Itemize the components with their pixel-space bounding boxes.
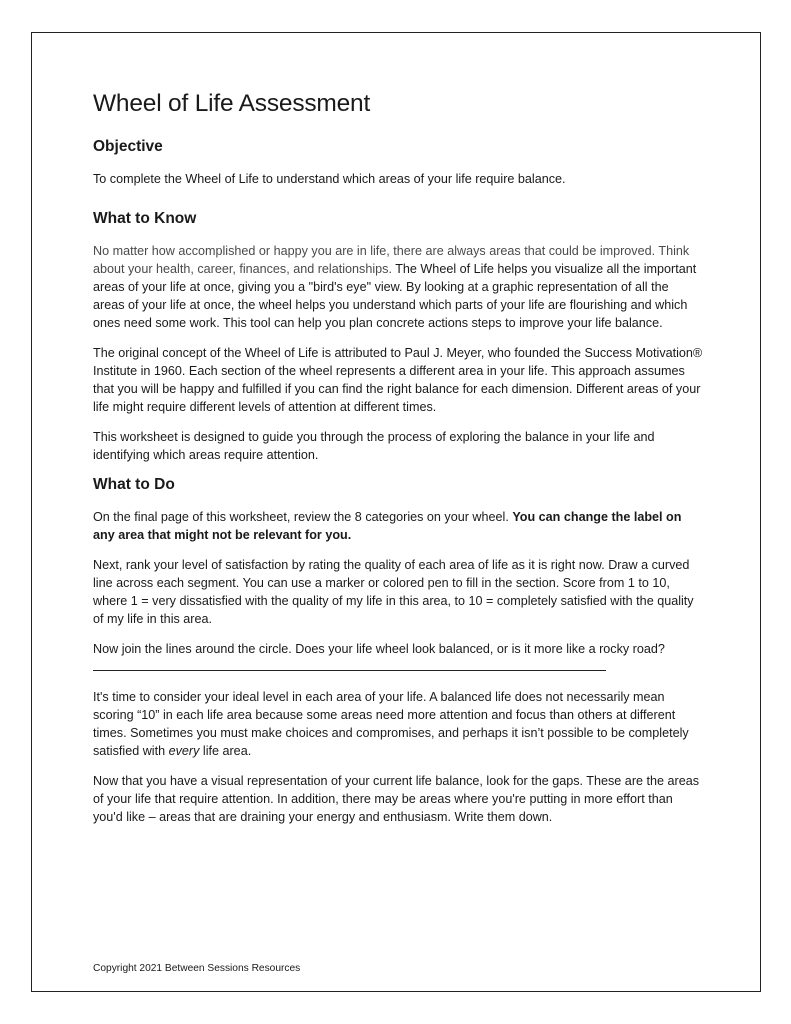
objective-text: To complete the Wheel of Life to understand which areas of your life require balance. [93, 172, 566, 186]
what-to-know-paragraph-2: The original concept of the Wheel of Life is attributed to Paul J. Meyer, who founded the Success Motivation® Institute in 1960. Each section of the wheel represents a different area in your life. This approach assumes that you will be happy and fulfilled if you can find the right balance for each dimension. Different areas of your life might require different levels of attention at different times. [93, 346, 703, 414]
what-to-do-p1-part1: On the final page of this worksheet, review the 8 categories on your wheel. [93, 510, 513, 524]
what-to-do-p3-text: Now join the lines around the circle. Does your life wheel look balanced, or is it more like a rocky road? [93, 642, 665, 656]
document-body [93, 90, 703, 838]
copyright-footer: Copyright 2021 Between Sessions Resources [93, 963, 301, 974]
what-to-do-p1-bold: You can change the label on any area that might not be relevant for you. [93, 510, 682, 542]
what-to-do-p4-part2: life area. [199, 744, 252, 758]
what-to-know-heading: What to Know [93, 210, 197, 227]
what-to-know-paragraph-3: This worksheet is designed to guide you through the process of exploring the balance in your life and identifying which areas require attention. [93, 430, 655, 462]
what-to-do-heading: What to Do [93, 476, 175, 493]
answer-blank-line[interactable] [93, 658, 606, 671]
objective-heading: Objective [93, 138, 163, 155]
what-to-do-p4-part1: It's time to consider your ideal level in each area of your life. A balanced life does not necessarily mean scoring “10” in each life area because some areas need more attention and focus than others at different times. Sometimes you must make choices and compromises, and perhaps it isn’t possible to be completely satisfied with [93, 690, 689, 758]
what-to-do-paragraph-4 [93, 688, 703, 760]
what-to-do-paragraph-3 [93, 640, 703, 676]
what-to-do-paragraph-1 [93, 508, 703, 544]
what-to-do-paragraph-5: Now that you have a visual representation of your current life balance, look for the gaps. These are the areas of your life that require attention. In addition, there may be areas where you're putting in more effort than you'd like – areas that are draining your energy and enthusiasm. Write them down. [93, 774, 700, 824]
what-to-know-p1-part1: No matter how accomplished or happy you are in life, there are always areas that could be improved. Think about your health, career, finances, and relationships. [93, 244, 690, 276]
page-title: Wheel of Life Assessment [93, 90, 371, 117]
what-to-do-paragraph-2: Next, rank your level of satisfaction by rating the quality of each area of life as it is right now. Draw a curved line across each segment. You can use a marker or colored pen to fill in the section. Score from 1 to 10, where 1 = very dissatisfied with the quality of my life in this area, to 10 = completely satisfied with the quality of my life in this area. [93, 558, 694, 626]
what-to-know-p1-part2: The Wheel of Life helps you visualize all the important areas of your life at once, giving you a "bird's eye" view. By looking at a graphic representation of all the areas of your life at once, the wheel helps you understand which parts of your life are flourishing and which ones need some work. This tool can help you plan concrete actions steps to improve your life balance. [93, 262, 697, 330]
what-to-know-paragraph-1 [93, 242, 703, 332]
what-to-do-p4-italic: every [168, 744, 200, 758]
